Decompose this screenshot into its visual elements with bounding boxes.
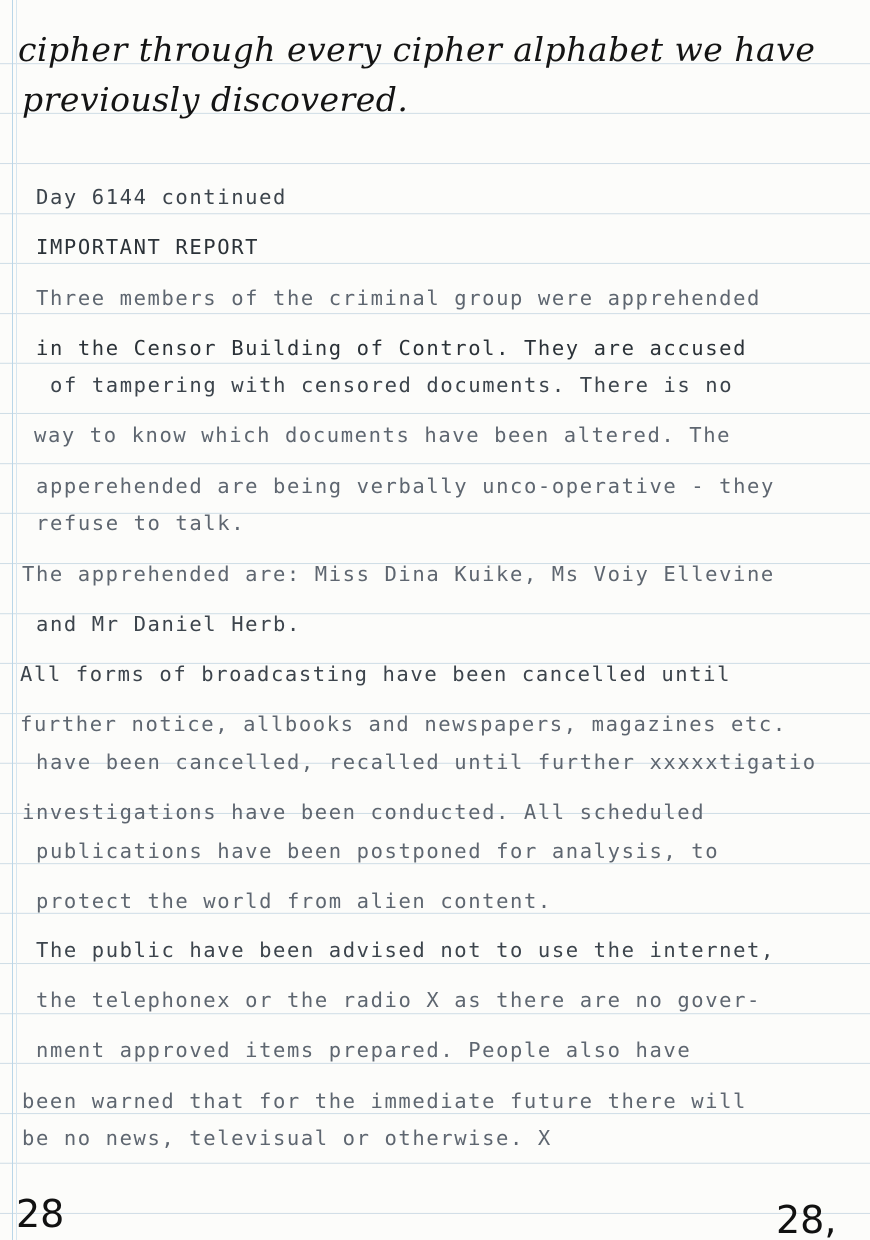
page-number-left: 28: [16, 1192, 65, 1236]
typed-line: nment approved items prepared. People also have: [36, 1038, 692, 1062]
typed-line: of tampering with censored documents. There is no: [50, 373, 734, 397]
typed-line-day-heading: Day 6144 continued: [36, 185, 287, 209]
margin-line: [12, 0, 13, 1240]
typed-line: the telephonex or the radio X as there are no gover-: [36, 988, 761, 1012]
typed-line: have been cancelled, recalled until further xxxxxtigatio: [36, 750, 817, 774]
typed-line: refuse to talk.: [36, 511, 246, 535]
typed-line: The apprehended are: Miss Dina Kuike, Ms Voiy Ellevine: [22, 562, 775, 586]
typed-line: Three members of the criminal group were apprehended: [36, 286, 761, 310]
typed-line: publications have been postponed for analysis, to: [36, 839, 720, 863]
typed-line: in the Censor Building of Control. They are accused: [36, 336, 748, 360]
handwritten-note-line-2: previously discovered.: [22, 80, 409, 119]
typed-line: apperehended are being verbally unco-operative - they: [36, 474, 775, 498]
typed-line: The public have been advised not to use the internet,: [36, 938, 775, 962]
page-number-right: 28,: [776, 1198, 837, 1240]
handwritten-note-line-1: cipher through every cipher alphabet we have: [18, 30, 816, 69]
typed-line: and Mr Daniel Herb.: [36, 612, 301, 636]
typed-line: be no news, televisual or otherwise. X: [22, 1126, 552, 1150]
margin-line-secondary: [16, 0, 17, 1240]
typed-line: further notice, allbooks and newspapers, magazines etc.: [20, 712, 787, 736]
typed-line-report-title: IMPORTANT REPORT: [36, 235, 260, 259]
typed-line: investigations have been conducted. All scheduled: [22, 800, 706, 824]
typed-line: way to know which documents have been altered. The: [34, 423, 732, 447]
typed-line: protect the world from alien content.: [36, 889, 552, 913]
typed-line: All forms of broadcasting have been cancelled until: [20, 662, 732, 686]
typed-line: been warned that for the immediate future there will: [22, 1089, 747, 1113]
